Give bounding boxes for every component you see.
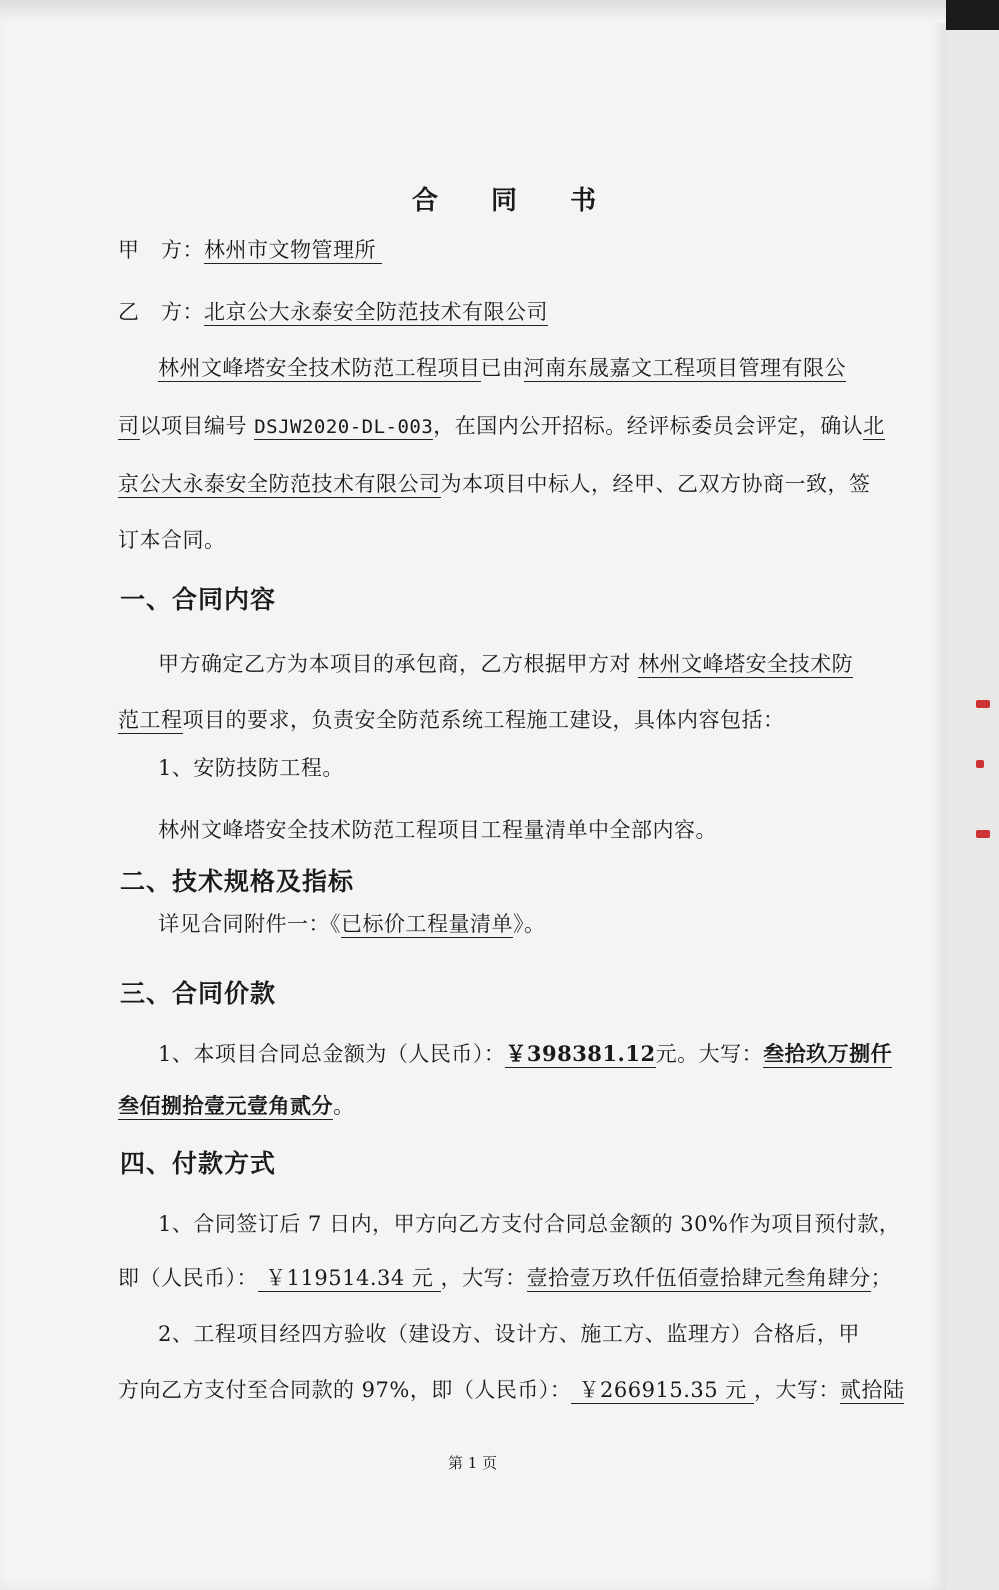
s4-line-2 bbox=[118, 1262, 892, 1292]
section-4-heading: 四、付款方式 bbox=[120, 1149, 277, 1178]
page-title: 合 同 书 bbox=[412, 186, 619, 216]
party-a-line bbox=[118, 234, 382, 264]
winner-name: 京公大永泰安全防范技术有限公司 bbox=[118, 472, 441, 496]
agency-name-end: 司 bbox=[118, 414, 140, 438]
section-3-heading: 三、合同价款 bbox=[120, 979, 277, 1008]
advance-amount: ￥119514.34 元 bbox=[258, 1266, 441, 1290]
s4-text: ，大写： bbox=[753, 1378, 840, 1402]
party-b-value: 北京公大永泰安全防范技术有限公司 bbox=[204, 300, 549, 324]
s1-project-name-end: 范工程 bbox=[118, 708, 183, 732]
scan-corner bbox=[946, 0, 999, 30]
party-a-label: 甲 方： bbox=[118, 238, 205, 262]
section-1-heading: 一、合同内容 bbox=[120, 585, 277, 614]
total-amount-words-end: 叁佰捌拾壹元壹角贰分 bbox=[118, 1093, 333, 1118]
section-2-heading: 二、技术规格及指标 bbox=[120, 867, 355, 896]
party-b-label: 乙 方： bbox=[118, 300, 205, 324]
s1-text: 甲方确定乙方为本项目的承包商，乙方根据甲方对 bbox=[158, 652, 639, 676]
attachment-name: 已标价工程量清单 bbox=[341, 912, 513, 936]
red-mark bbox=[976, 830, 990, 838]
intro-text: 以项目编号 bbox=[139, 414, 247, 438]
party-b-line bbox=[118, 296, 548, 326]
intro-line-3 bbox=[118, 468, 871, 498]
agency-name: 河南东晟嘉文工程项目管理有限公 bbox=[523, 356, 846, 380]
s2-line-1 bbox=[158, 908, 546, 938]
s3-line-2 bbox=[118, 1090, 355, 1120]
s1-item-1: 1、安防技防工程。 bbox=[158, 756, 344, 780]
total-amount-words: 叁拾玖万捌仟 bbox=[763, 1041, 893, 1066]
s1-line-1 bbox=[158, 648, 853, 678]
s4-line-1: 1、合同签订后 7 日内，甲方向乙方支付合同总金额的 30%作为项目预付款， bbox=[158, 1212, 901, 1236]
s2-text: 详见合同附件一：《 bbox=[158, 912, 341, 936]
winner-name-start: 北 bbox=[863, 414, 885, 438]
total-amount: ￥398381.12 bbox=[505, 1041, 656, 1066]
s1-project-name: 林州文峰塔安全技术防 bbox=[638, 652, 854, 676]
intro-line-4: 订本合同。 bbox=[118, 528, 226, 552]
s3-text: 。 bbox=[333, 1094, 355, 1118]
s3-text: 元。大写： bbox=[655, 1042, 764, 1066]
s4-text: ； bbox=[870, 1266, 893, 1290]
party-a-value: 林州市文物管理所 bbox=[204, 238, 382, 264]
underlying-sheet bbox=[946, 0, 999, 1590]
project-name: 林州文峰塔安全技术防范工程项目 bbox=[158, 356, 481, 380]
scan-top-edge bbox=[0, 0, 946, 22]
s2-text: 》。 bbox=[513, 912, 546, 936]
intro-text: 为本项目中标人，经甲、乙双方协商一致，签 bbox=[440, 472, 871, 496]
page-number: 第 1 页 bbox=[448, 1454, 498, 1472]
red-mark bbox=[976, 700, 990, 708]
s3-line-1 bbox=[158, 1038, 892, 1068]
project-code: DSJW2020-DL-003 bbox=[254, 416, 434, 438]
s4-text: 即（人民币）： bbox=[118, 1266, 258, 1290]
acceptance-amount: ￥266915.35 元 bbox=[571, 1378, 754, 1402]
intro-text: ，在国内公开招标。经评标委员会评定，确认 bbox=[433, 414, 864, 438]
intro-line-2 bbox=[118, 410, 885, 440]
intro-line-1 bbox=[158, 352, 846, 382]
acceptance-amount-words: 贰拾陆 bbox=[839, 1378, 905, 1402]
s4-line-4 bbox=[118, 1374, 904, 1404]
s4-text: ，大写： bbox=[440, 1266, 527, 1290]
s1-line-2 bbox=[118, 704, 785, 734]
s4-line-3: 2、工程项目经四方验收（建设方、设计方、施工方、监理方）合格后，甲 bbox=[158, 1322, 860, 1346]
advance-amount-words: 壹拾壹万玖仟伍佰壹拾肆元叁角肆分 bbox=[526, 1266, 871, 1290]
s1-item-2: 林州文峰塔安全技术防范工程项目工程量清单中全部内容。 bbox=[158, 818, 717, 842]
s1-text: 项目的要求，负责安全防范系统工程施工建设，具体内容包括： bbox=[182, 708, 785, 732]
red-mark bbox=[976, 760, 984, 768]
intro-text: 已由 bbox=[480, 356, 524, 380]
s4-text: 方向乙方支付至合同款的 97%，即（人民币）： bbox=[118, 1378, 572, 1402]
s3-text: 1、本项目合同总金额为（人民币）： bbox=[158, 1042, 506, 1066]
